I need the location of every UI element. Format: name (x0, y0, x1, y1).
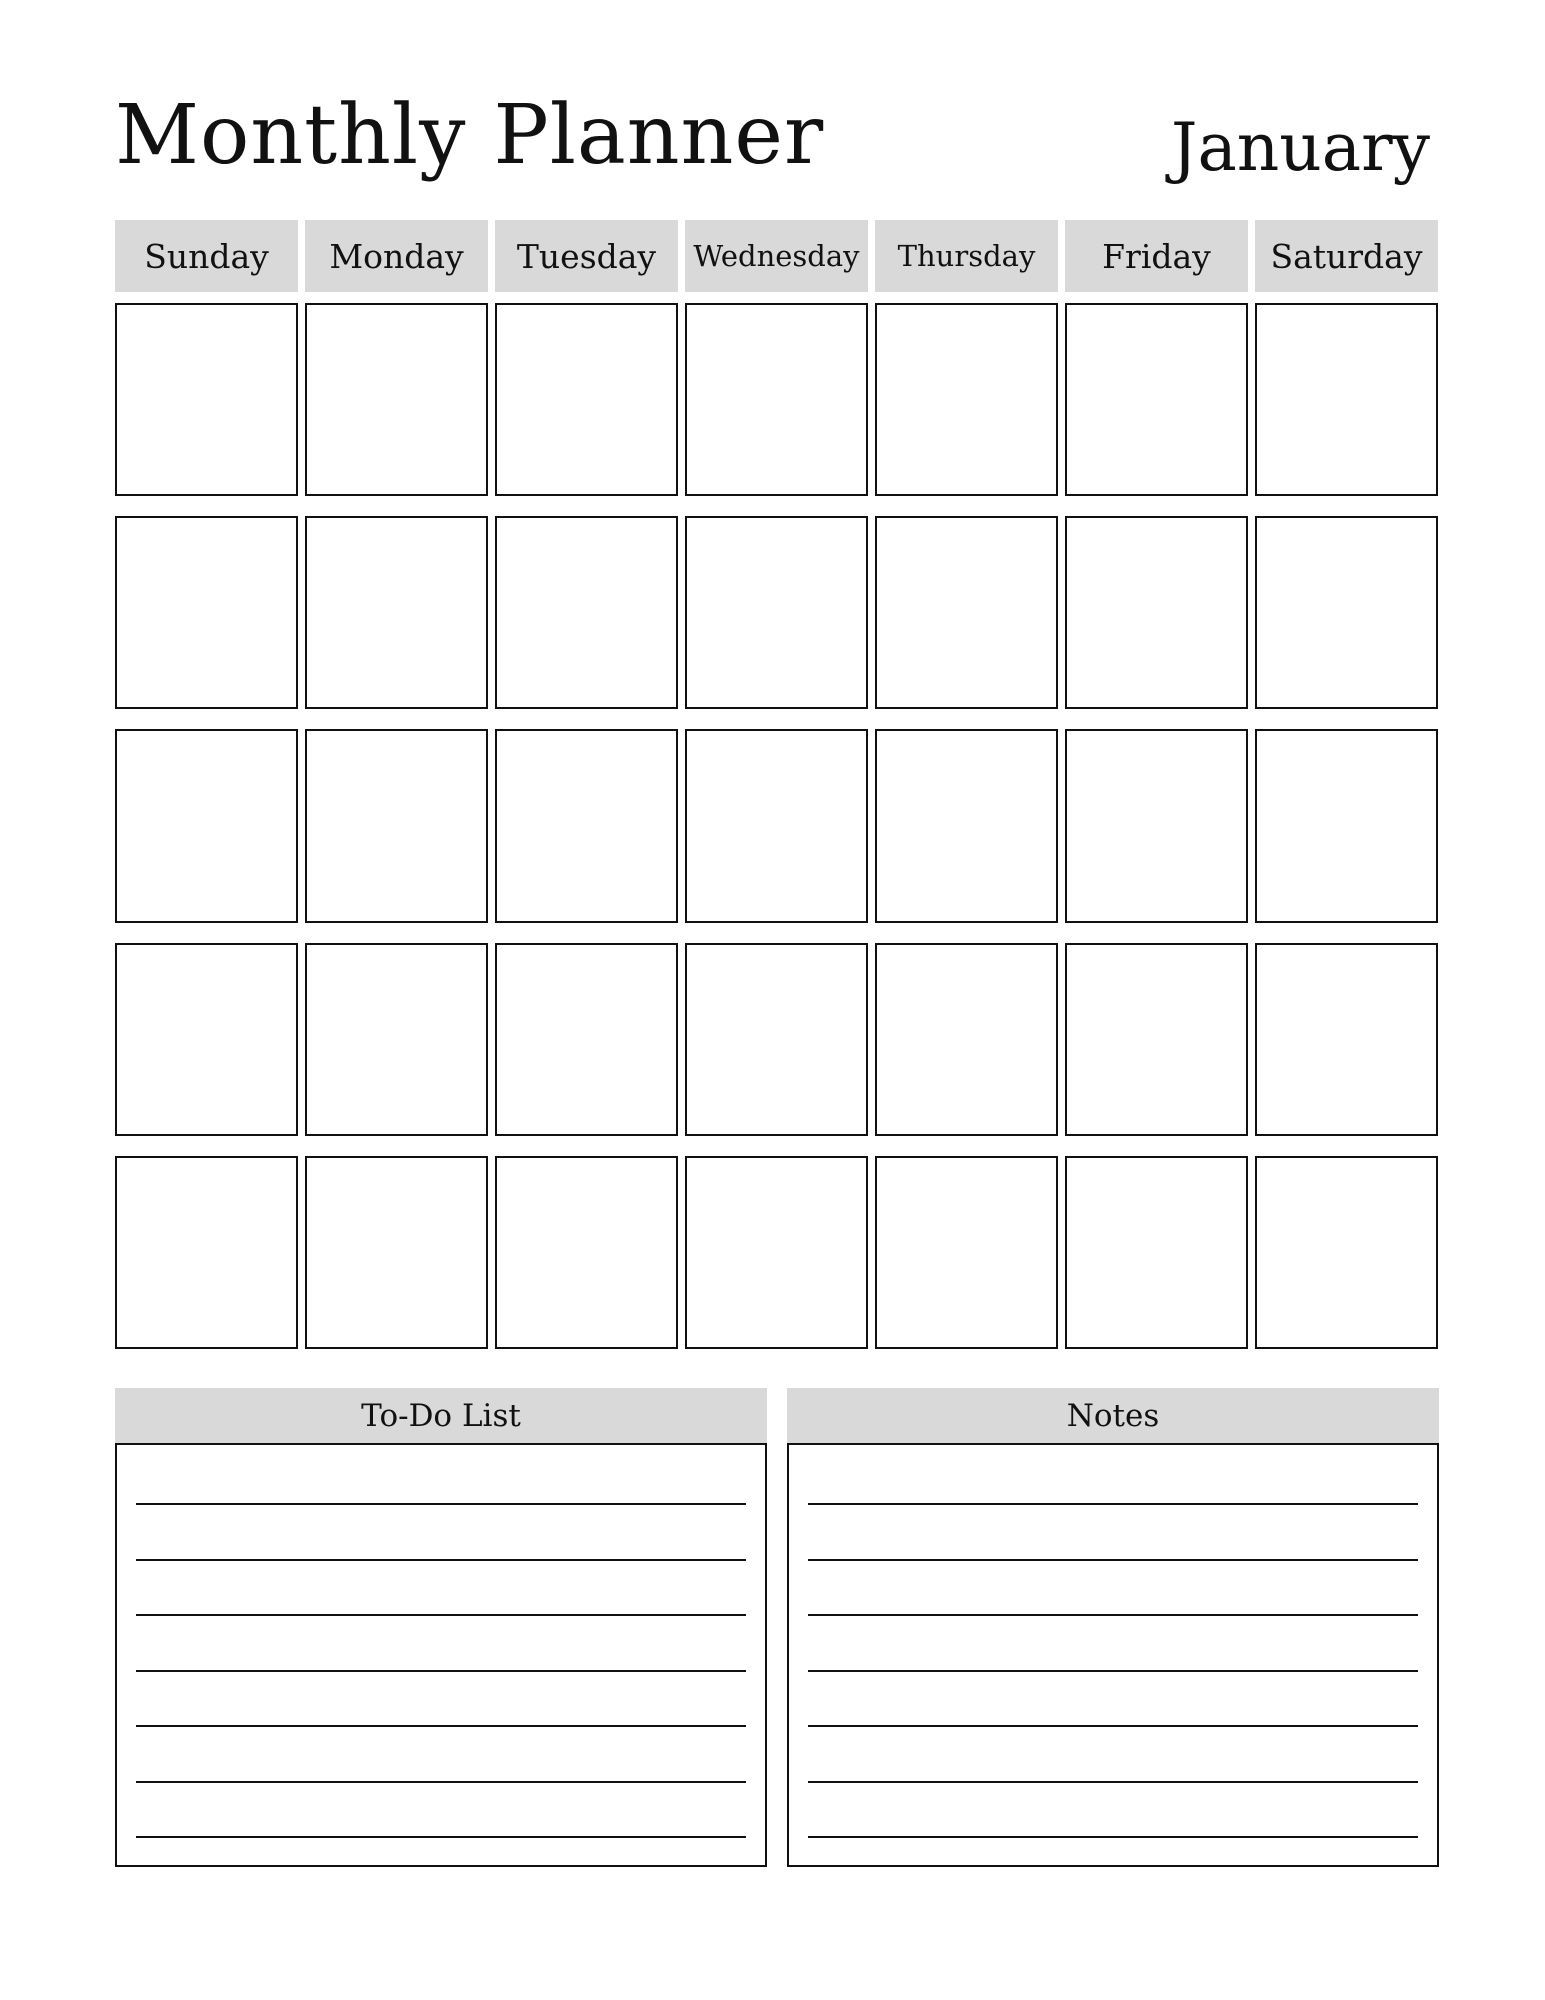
day-cell[interactable] (495, 1156, 678, 1349)
weekday-tuesday: Tuesday (495, 220, 678, 292)
todo-title: To-Do List (115, 1388, 767, 1443)
ruled-line (136, 1559, 746, 1561)
day-cell[interactable] (115, 303, 298, 496)
ruled-line (808, 1559, 1418, 1561)
calendar-grid (115, 303, 1438, 1349)
day-cell[interactable] (305, 943, 488, 1136)
day-cell[interactable] (305, 1156, 488, 1349)
day-cell[interactable] (495, 516, 678, 709)
ruled-line (136, 1725, 746, 1727)
day-cell[interactable] (115, 729, 298, 922)
month-label: January (1170, 109, 1430, 186)
day-cell[interactable] (685, 729, 868, 922)
weekday-saturday: Saturday (1255, 220, 1438, 292)
day-cell[interactable] (1255, 943, 1438, 1136)
ruled-line (808, 1781, 1418, 1783)
day-cell[interactable] (1065, 516, 1248, 709)
day-cell[interactable] (305, 303, 488, 496)
todo-lines[interactable] (115, 1443, 767, 1867)
weekday-sunday: Sunday (115, 220, 298, 292)
day-cell[interactable] (875, 1156, 1058, 1349)
day-cell[interactable] (1255, 516, 1438, 709)
notes-title: Notes (787, 1388, 1439, 1443)
day-cell[interactable] (115, 1156, 298, 1349)
ruled-line (136, 1836, 746, 1838)
ruled-line (808, 1836, 1418, 1838)
day-cell[interactable] (685, 1156, 868, 1349)
notes-panel (787, 1388, 1439, 1867)
page-title: Monthly Planner (115, 88, 825, 183)
day-cell[interactable] (495, 729, 678, 922)
day-cell[interactable] (1255, 303, 1438, 496)
day-cell[interactable] (875, 943, 1058, 1136)
ruled-line (808, 1614, 1418, 1616)
ruled-line (136, 1781, 746, 1783)
ruled-line (808, 1670, 1418, 1672)
day-cell[interactable] (115, 516, 298, 709)
weekday-monday: Monday (305, 220, 488, 292)
day-cell[interactable] (685, 516, 868, 709)
weekday-wednesday: Wednesday (685, 220, 868, 292)
notes-lines[interactable] (787, 1443, 1439, 1867)
ruled-line (136, 1503, 746, 1505)
weekday-friday: Friday (1065, 220, 1248, 292)
day-cell[interactable] (305, 729, 488, 922)
todo-panel (115, 1388, 767, 1867)
ruled-line (136, 1670, 746, 1672)
ruled-line (136, 1614, 746, 1616)
day-cell[interactable] (1065, 1156, 1248, 1349)
day-cell[interactable] (305, 516, 488, 709)
ruled-line (808, 1725, 1418, 1727)
day-cell[interactable] (685, 943, 868, 1136)
weekday-header (115, 220, 1438, 292)
day-cell[interactable] (1065, 729, 1248, 922)
day-cell[interactable] (495, 943, 678, 1136)
day-cell[interactable] (685, 303, 868, 496)
day-cell[interactable] (1255, 1156, 1438, 1349)
day-cell[interactable] (1065, 303, 1248, 496)
day-cell[interactable] (875, 303, 1058, 496)
ruled-line (808, 1503, 1418, 1505)
day-cell[interactable] (1255, 729, 1438, 922)
day-cell[interactable] (115, 943, 298, 1136)
day-cell[interactable] (875, 516, 1058, 709)
day-cell[interactable] (875, 729, 1058, 922)
day-cell[interactable] (495, 303, 678, 496)
weekday-thursday: Thursday (875, 220, 1058, 292)
day-cell[interactable] (1065, 943, 1248, 1136)
